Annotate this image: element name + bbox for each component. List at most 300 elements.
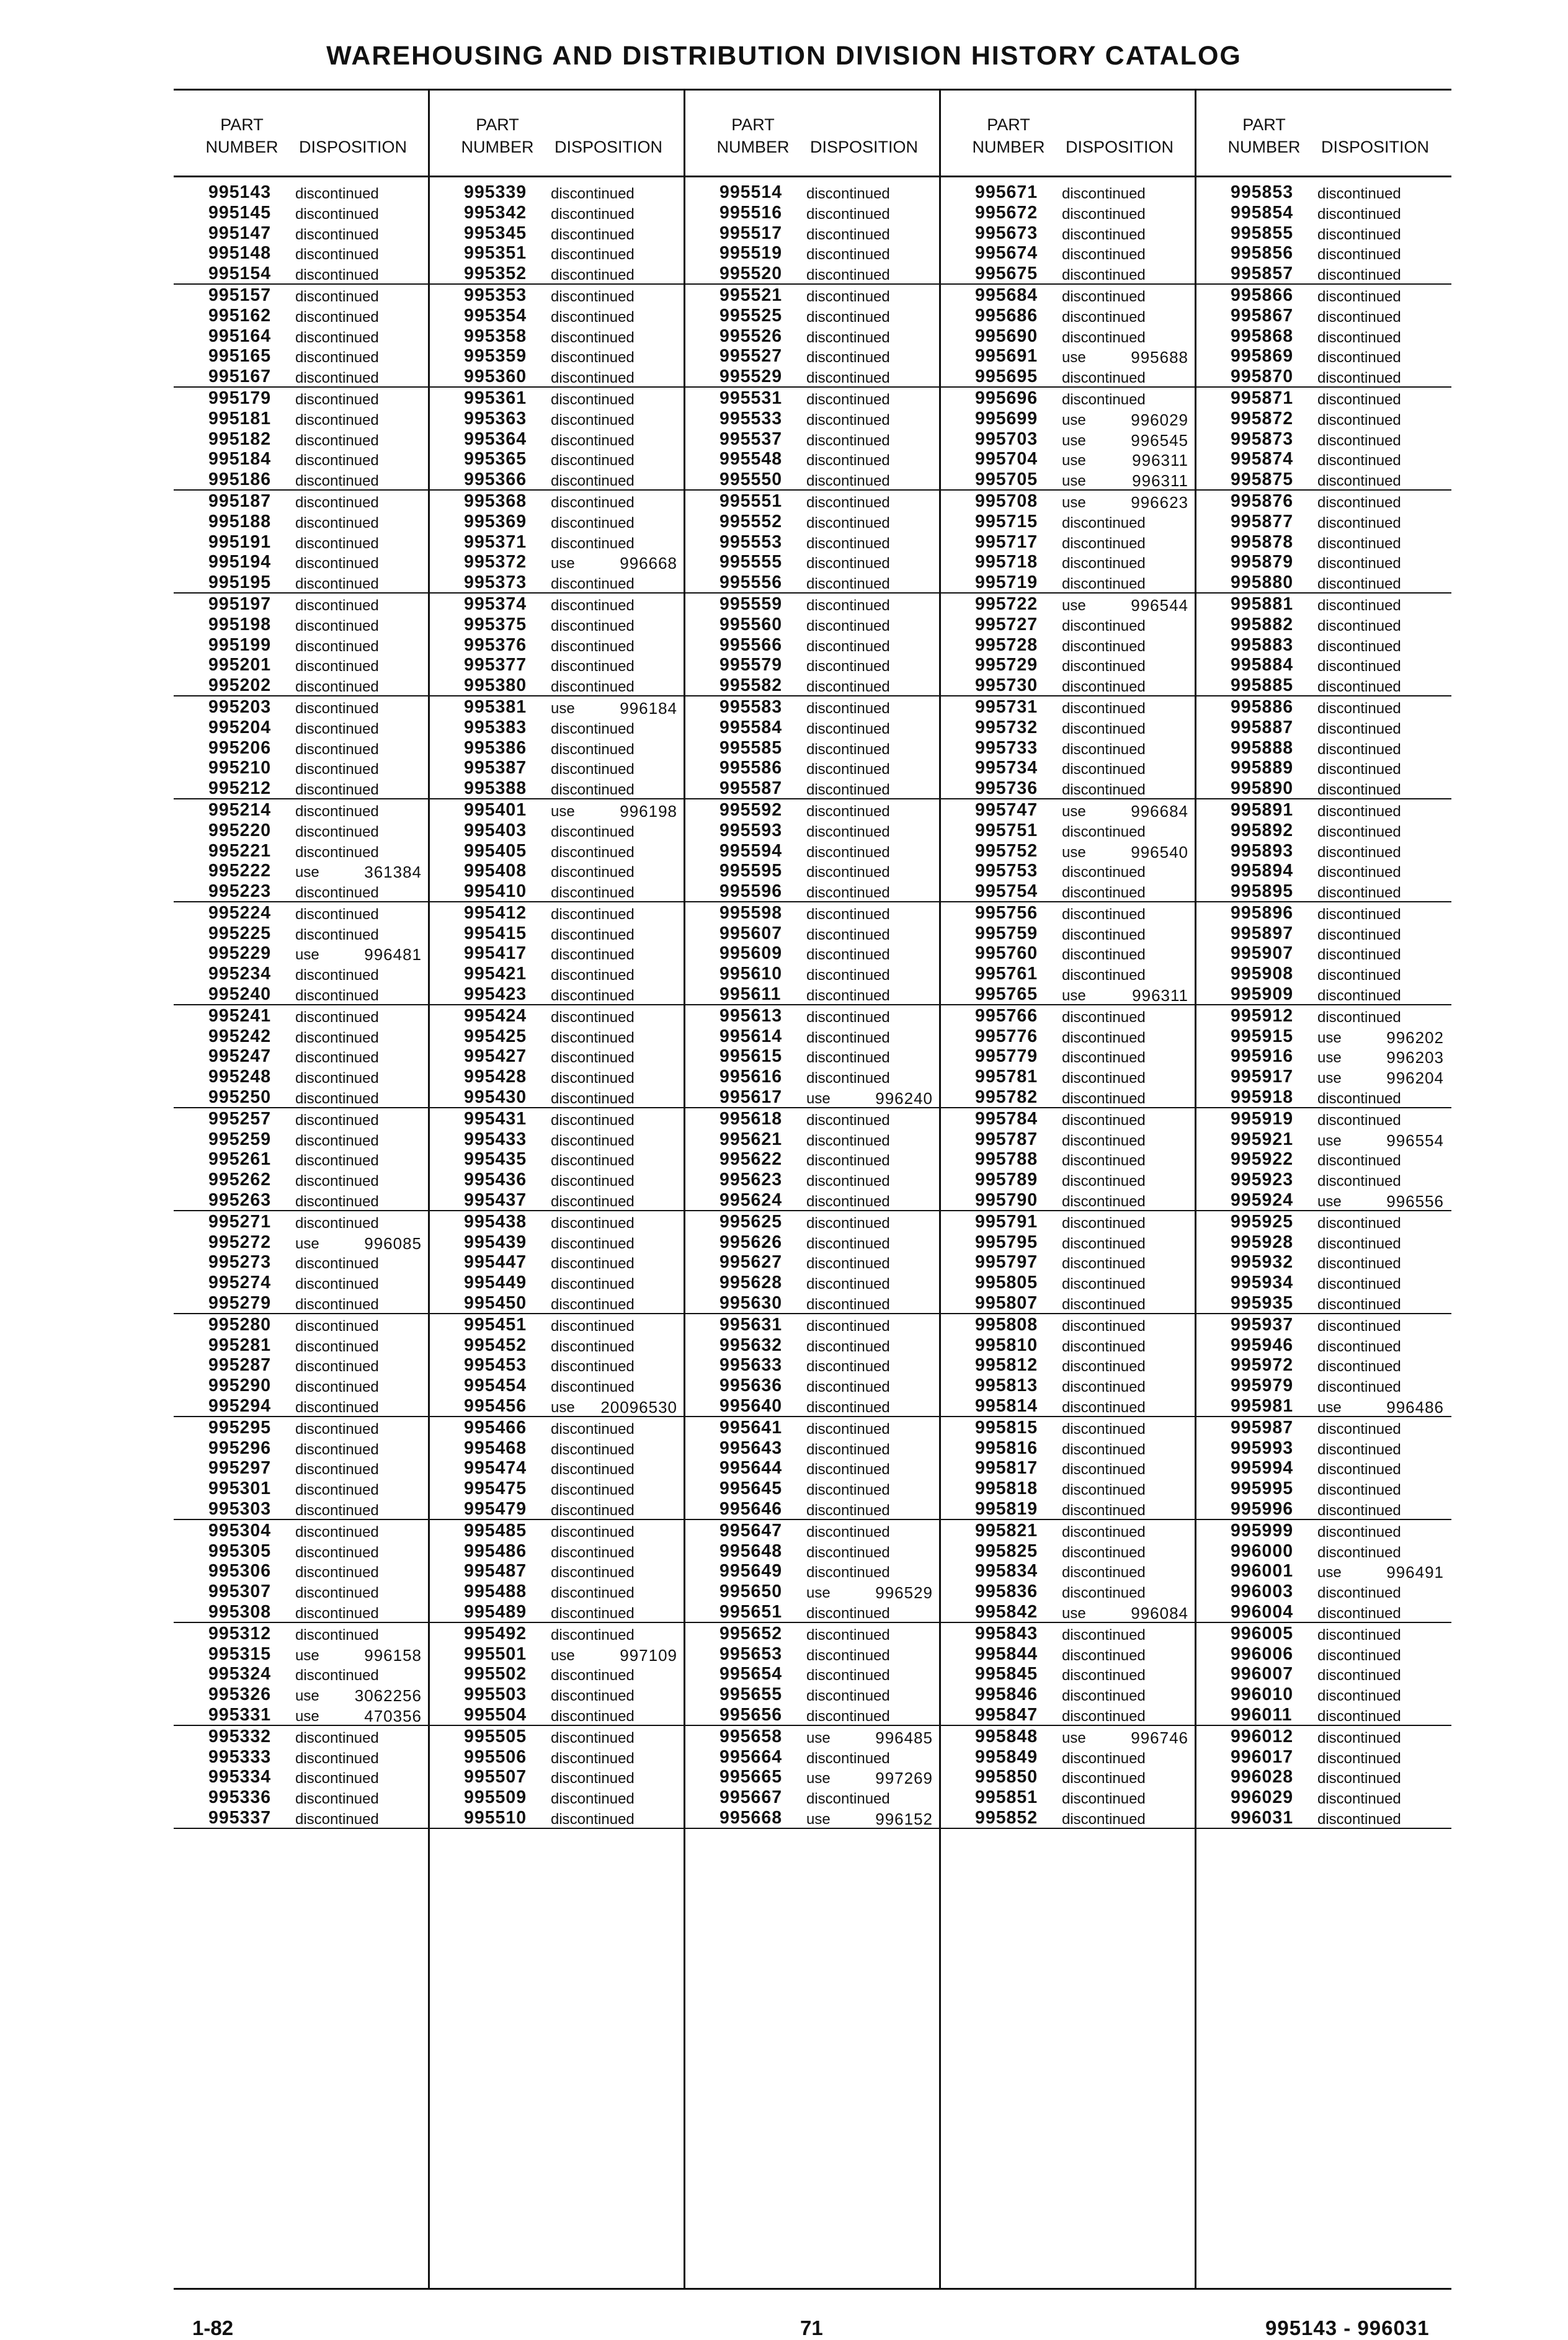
disposition: discontinued bbox=[806, 576, 890, 593]
table-row bbox=[174, 1457, 429, 1478]
table-row bbox=[429, 242, 685, 263]
part-number: 995248 bbox=[208, 1067, 272, 1087]
disposition: discontinued bbox=[1317, 1111, 1401, 1129]
table-row bbox=[174, 491, 429, 511]
table-row bbox=[174, 388, 429, 408]
disposition: discontinued bbox=[551, 205, 635, 223]
part-number: 995627 bbox=[719, 1252, 783, 1273]
disposition: use bbox=[1062, 843, 1086, 861]
disposition: discontinued bbox=[551, 864, 635, 881]
disposition: use bbox=[295, 864, 319, 881]
table-row bbox=[685, 1066, 940, 1087]
table-row bbox=[685, 1108, 940, 1129]
table-row bbox=[940, 285, 1196, 305]
table-row bbox=[429, 1272, 685, 1292]
part-number: 995492 bbox=[464, 1623, 527, 1644]
table-row bbox=[685, 737, 940, 758]
disposition: discontinued bbox=[1062, 1132, 1146, 1149]
part-number: 995358 bbox=[464, 326, 527, 346]
disposition: discontinued bbox=[551, 1810, 635, 1828]
disposition: discontinued bbox=[551, 946, 635, 964]
part-number: 996010 bbox=[1231, 1684, 1294, 1705]
disposition: use bbox=[295, 1707, 319, 1725]
disposition: discontinued bbox=[1317, 205, 1401, 223]
table-row bbox=[429, 1560, 685, 1581]
table-row bbox=[1196, 923, 1451, 943]
part-number: 995728 bbox=[975, 634, 1038, 655]
disposition: discontinued bbox=[806, 267, 890, 284]
part-number: 995359 bbox=[464, 346, 527, 367]
table-row bbox=[685, 923, 940, 943]
part-number: 995753 bbox=[975, 861, 1038, 881]
table-row bbox=[940, 408, 1196, 429]
part-number: 995582 bbox=[719, 675, 783, 696]
part-number: 995731 bbox=[975, 696, 1038, 717]
table-row bbox=[174, 1746, 429, 1767]
part-number: 995221 bbox=[208, 840, 272, 861]
part-number: 995996 bbox=[1231, 1499, 1294, 1519]
disposition: discontinued bbox=[295, 1420, 379, 1438]
part-number: 995765 bbox=[975, 984, 1038, 1005]
replacement-part-number: 996203 bbox=[1386, 1048, 1444, 1067]
disposition: discontinued bbox=[806, 1420, 890, 1438]
table-row bbox=[940, 1787, 1196, 1807]
table-row bbox=[685, 778, 940, 799]
replacement-part-number: 996311 bbox=[1132, 471, 1188, 491]
table-row bbox=[174, 1438, 429, 1458]
table-row bbox=[685, 902, 940, 923]
part-number: 995410 bbox=[464, 881, 527, 902]
part-number: 995907 bbox=[1231, 943, 1294, 964]
disposition: discontinued bbox=[295, 1132, 379, 1149]
table-row bbox=[174, 511, 429, 532]
disposition: discontinued bbox=[806, 1214, 890, 1232]
part-number: 995616 bbox=[719, 1067, 783, 1087]
table-row bbox=[940, 1704, 1196, 1726]
disposition: discontinued bbox=[1317, 1008, 1401, 1026]
part-number: 995353 bbox=[464, 285, 527, 305]
part-number: 995843 bbox=[975, 1623, 1038, 1644]
disposition: discontinued bbox=[1062, 514, 1146, 532]
table-row bbox=[1196, 448, 1451, 469]
part-number: 995336 bbox=[208, 1787, 272, 1808]
disposition: discontinued bbox=[806, 555, 890, 572]
table-row bbox=[1196, 1417, 1451, 1438]
disposition: use bbox=[1062, 1604, 1086, 1622]
disposition: use bbox=[806, 1585, 831, 1602]
catalog-column-1 bbox=[174, 89, 429, 2290]
table-row bbox=[429, 1541, 685, 1561]
disposition: discontinued bbox=[1062, 370, 1146, 387]
disposition: discontinued bbox=[295, 1770, 379, 1787]
replacement-part-number: 996544 bbox=[1131, 595, 1188, 615]
part-number: 995867 bbox=[1231, 305, 1294, 326]
table-row bbox=[1196, 860, 1451, 881]
part-number: 995425 bbox=[464, 1026, 527, 1046]
disposition: discontinued bbox=[1062, 1544, 1146, 1561]
part-number: 995502 bbox=[464, 1664, 527, 1684]
part-number: 995754 bbox=[975, 881, 1038, 902]
disposition: discontinued bbox=[806, 452, 890, 469]
disposition: discontinued bbox=[551, 452, 635, 469]
column-rows bbox=[940, 182, 1196, 1829]
disposition: discontinued bbox=[551, 1338, 635, 1355]
table-row bbox=[429, 902, 685, 923]
disposition: discontinued bbox=[1317, 1604, 1401, 1622]
table-row bbox=[940, 1478, 1196, 1498]
table-row bbox=[940, 1746, 1196, 1767]
part-number: 995625 bbox=[719, 1211, 783, 1232]
part-number: 995387 bbox=[464, 758, 527, 778]
column-header bbox=[174, 113, 429, 176]
part-number: 995675 bbox=[975, 264, 1038, 284]
part-number: 995909 bbox=[1231, 984, 1294, 1005]
part-number: 995376 bbox=[464, 634, 527, 655]
table-row bbox=[429, 511, 685, 532]
disposition: use bbox=[551, 1399, 575, 1417]
part-number: 996003 bbox=[1231, 1582, 1294, 1602]
table-row bbox=[429, 757, 685, 778]
disposition: discontinued bbox=[551, 926, 635, 943]
part-number: 995981 bbox=[1231, 1396, 1294, 1417]
table-row bbox=[174, 1314, 429, 1335]
table-row bbox=[174, 1046, 429, 1066]
disposition: discontinued bbox=[295, 1173, 379, 1190]
part-number: 995345 bbox=[464, 223, 527, 243]
replacement-part-number: 996556 bbox=[1386, 1192, 1444, 1211]
disposition: discontinued bbox=[1317, 823, 1401, 840]
part-number: 995641 bbox=[719, 1417, 783, 1438]
table-row bbox=[940, 984, 1196, 1005]
table-row bbox=[429, 1066, 685, 1087]
table-row bbox=[429, 572, 685, 594]
table-row bbox=[429, 1498, 685, 1520]
part-number: 995821 bbox=[975, 1520, 1038, 1541]
part-number: 995375 bbox=[464, 614, 527, 634]
disposition: discontinued bbox=[806, 1338, 890, 1355]
table-row bbox=[685, 1046, 940, 1066]
table-row bbox=[174, 881, 429, 902]
disposition: discontinued bbox=[1317, 741, 1401, 758]
catalog-table bbox=[174, 89, 1451, 2290]
table-row bbox=[940, 696, 1196, 717]
disposition: use bbox=[1062, 597, 1086, 614]
table-row bbox=[940, 820, 1196, 840]
part-number: 995199 bbox=[208, 634, 272, 655]
disposition: discontinued bbox=[295, 576, 379, 593]
table-row bbox=[685, 1129, 940, 1149]
table-row bbox=[429, 654, 685, 675]
part-number: 995766 bbox=[975, 1005, 1038, 1026]
disposition: discontinued bbox=[806, 1523, 890, 1541]
disposition: discontinued bbox=[806, 185, 890, 202]
column-header bbox=[940, 113, 1196, 176]
table-row bbox=[429, 1232, 685, 1252]
disposition: discontinued bbox=[806, 514, 890, 532]
table-row bbox=[1196, 1190, 1451, 1211]
table-row bbox=[685, 594, 940, 614]
table-row bbox=[174, 778, 429, 799]
disposition: discontinued bbox=[551, 1770, 635, 1787]
part-number: 995812 bbox=[975, 1355, 1038, 1376]
table-row bbox=[685, 1498, 940, 1520]
disposition: discontinued bbox=[1062, 1193, 1146, 1211]
disposition: discontinued bbox=[551, 1173, 635, 1190]
table-row bbox=[174, 902, 429, 923]
table-row bbox=[940, 1541, 1196, 1561]
disposition: discontinued bbox=[1062, 185, 1146, 202]
table-row bbox=[685, 1623, 940, 1644]
part-number: 995294 bbox=[208, 1396, 272, 1417]
part-number: 995250 bbox=[208, 1087, 272, 1108]
table-row bbox=[1196, 696, 1451, 717]
disposition: discontinued bbox=[295, 1090, 379, 1108]
disposition: discontinued bbox=[806, 1379, 890, 1396]
disposition: use bbox=[1317, 1132, 1342, 1149]
table-row bbox=[429, 1457, 685, 1478]
table-row bbox=[685, 1581, 940, 1601]
replacement-part-number: 996668 bbox=[620, 554, 677, 573]
part-number: 995722 bbox=[975, 594, 1038, 614]
part-number: 995281 bbox=[208, 1335, 272, 1355]
disposition: discontinued bbox=[1317, 781, 1401, 799]
part-number: 995533 bbox=[719, 408, 783, 429]
part-number: 995645 bbox=[719, 1479, 783, 1499]
disposition: discontinued bbox=[1062, 946, 1146, 964]
part-number: 995386 bbox=[464, 737, 527, 758]
disposition: discontinued bbox=[1317, 1317, 1401, 1335]
table-row bbox=[940, 1232, 1196, 1252]
disposition: discontinued bbox=[1062, 967, 1146, 984]
part-number: 995882 bbox=[1231, 614, 1294, 634]
replacement-part-number: 996529 bbox=[875, 1583, 933, 1603]
table-row bbox=[940, 1520, 1196, 1541]
part-number: 995383 bbox=[464, 717, 527, 737]
part-number: 995883 bbox=[1231, 634, 1294, 655]
disposition: discontinued bbox=[551, 720, 635, 737]
disposition: discontinued bbox=[1317, 597, 1401, 614]
part-number: 995412 bbox=[464, 902, 527, 923]
table-row bbox=[685, 840, 940, 861]
disposition: discontinued bbox=[806, 1173, 890, 1190]
table-row bbox=[429, 491, 685, 511]
table-row bbox=[940, 881, 1196, 902]
disposition: discontinued bbox=[1317, 370, 1401, 387]
part-number: 996011 bbox=[1231, 1704, 1293, 1725]
disposition: discontinued bbox=[1062, 864, 1146, 881]
table-row bbox=[1196, 654, 1451, 675]
table-row bbox=[685, 263, 940, 285]
table-row bbox=[429, 202, 685, 223]
part-number: 995618 bbox=[719, 1108, 783, 1129]
table-row bbox=[940, 860, 1196, 881]
disposition: discontinued bbox=[295, 678, 379, 696]
table-row bbox=[1196, 1726, 1451, 1746]
disposition: discontinued bbox=[551, 617, 635, 634]
part-number: 995870 bbox=[1231, 367, 1294, 387]
table-row bbox=[685, 943, 940, 963]
disposition: discontinued bbox=[806, 391, 890, 408]
part-number: 995932 bbox=[1231, 1252, 1294, 1273]
disposition: discontinued bbox=[1062, 1667, 1146, 1684]
disposition: discontinued bbox=[1317, 329, 1401, 346]
part-number: 995696 bbox=[975, 388, 1038, 408]
part-number: 995846 bbox=[975, 1684, 1038, 1705]
table-row bbox=[685, 1190, 940, 1211]
disposition: discontinued bbox=[806, 1070, 890, 1087]
disposition: discontinued bbox=[295, 1810, 379, 1828]
part-number: 995813 bbox=[975, 1376, 1038, 1396]
part-number: 995614 bbox=[719, 1026, 783, 1046]
table-row bbox=[174, 1066, 429, 1087]
part-number: 995273 bbox=[208, 1252, 272, 1273]
part-number: 995847 bbox=[975, 1704, 1038, 1725]
part-number: 995897 bbox=[1231, 923, 1294, 943]
table-row bbox=[940, 675, 1196, 696]
part-number: 995871 bbox=[1231, 388, 1294, 408]
disposition: discontinued bbox=[551, 1626, 635, 1644]
part-number: 995626 bbox=[719, 1232, 783, 1252]
part-number-header: PART NUMBER bbox=[461, 115, 534, 156]
table-row bbox=[940, 1211, 1196, 1232]
disposition: discontinued bbox=[1317, 494, 1401, 511]
part-number: 995167 bbox=[208, 367, 272, 387]
part-number: 995257 bbox=[208, 1108, 272, 1129]
table-row bbox=[174, 1087, 429, 1108]
disposition: discontinued bbox=[295, 741, 379, 758]
part-number: 995488 bbox=[464, 1582, 527, 1602]
disposition: discontinued bbox=[1062, 617, 1146, 634]
disposition: discontinued bbox=[1062, 1564, 1146, 1582]
part-number: 995552 bbox=[719, 511, 783, 532]
table-row bbox=[1196, 1704, 1451, 1726]
disposition: discontinued bbox=[295, 329, 379, 346]
table-row bbox=[940, 1355, 1196, 1375]
table-row bbox=[1196, 717, 1451, 737]
part-number: 995548 bbox=[719, 449, 783, 469]
disposition-header: DISPOSITION bbox=[1321, 138, 1430, 156]
table-row bbox=[685, 388, 940, 408]
part-number: 995474 bbox=[464, 1458, 527, 1479]
table-row bbox=[685, 1787, 940, 1807]
table-row bbox=[685, 1520, 940, 1541]
table-row bbox=[1196, 1498, 1451, 1520]
table-row bbox=[940, 1026, 1196, 1046]
disposition: discontinued bbox=[1062, 391, 1146, 408]
part-number: 995510 bbox=[464, 1807, 527, 1828]
table-row bbox=[685, 1395, 940, 1417]
part-number: 996000 bbox=[1231, 1541, 1294, 1561]
disposition: discontinued bbox=[806, 1688, 890, 1705]
disposition: discontinued bbox=[295, 1461, 379, 1479]
disposition: discontinued bbox=[551, 1255, 635, 1273]
disposition: discontinued bbox=[1062, 1008, 1146, 1026]
table-row bbox=[685, 1149, 940, 1169]
part-number: 995993 bbox=[1231, 1438, 1294, 1458]
table-row bbox=[1196, 388, 1451, 408]
part-number: 995880 bbox=[1231, 572, 1294, 593]
part-number: 995195 bbox=[208, 572, 272, 593]
part-number-header: PART NUMBER bbox=[1227, 115, 1301, 156]
part-number: 995946 bbox=[1231, 1335, 1294, 1355]
table-row bbox=[685, 532, 940, 552]
part-number: 995607 bbox=[719, 923, 783, 943]
part-number: 995732 bbox=[975, 717, 1038, 737]
part-number: 995154 bbox=[208, 264, 272, 284]
disposition: discontinued bbox=[1317, 1750, 1401, 1767]
disposition: discontinued bbox=[295, 1585, 379, 1602]
table-row bbox=[940, 1129, 1196, 1149]
table-row bbox=[1196, 1005, 1451, 1026]
part-number: 995201 bbox=[208, 655, 272, 675]
table-row bbox=[429, 1807, 685, 1829]
table-row bbox=[429, 263, 685, 285]
disposition: discontinued bbox=[806, 1029, 890, 1046]
part-number: 995674 bbox=[975, 243, 1038, 264]
disposition: discontinued bbox=[1317, 432, 1401, 449]
table-row bbox=[940, 1149, 1196, 1169]
footer-range: 995143 - 996031 bbox=[1265, 2316, 1430, 2339]
table-row bbox=[940, 1375, 1196, 1395]
disposition: discontinued bbox=[551, 1029, 635, 1046]
disposition: discontinued bbox=[806, 1235, 890, 1252]
table-row bbox=[1196, 345, 1451, 366]
table-row bbox=[685, 469, 940, 491]
part-number: 995507 bbox=[464, 1767, 527, 1787]
table-row bbox=[174, 943, 429, 963]
part-number: 995611 bbox=[719, 984, 782, 1005]
table-row bbox=[174, 1026, 429, 1046]
disposition: discontinued bbox=[551, 843, 635, 861]
disposition: discontinued bbox=[806, 1482, 890, 1499]
disposition: discontinued bbox=[551, 1235, 635, 1252]
part-number: 995705 bbox=[975, 469, 1038, 490]
disposition: discontinued bbox=[806, 926, 890, 943]
part-number: 995308 bbox=[208, 1601, 272, 1622]
table-row bbox=[429, 429, 685, 449]
table-row bbox=[174, 1684, 429, 1704]
disposition: discontinued bbox=[295, 967, 379, 984]
part-number: 995814 bbox=[975, 1396, 1038, 1417]
disposition: discontinued bbox=[806, 1399, 890, 1417]
disposition: use bbox=[806, 1810, 831, 1828]
table-row bbox=[940, 943, 1196, 963]
part-number: 995733 bbox=[975, 737, 1038, 758]
table-row bbox=[174, 757, 429, 778]
disposition: discontinued bbox=[806, 823, 890, 840]
part-number: 995893 bbox=[1231, 840, 1294, 861]
part-number: 995934 bbox=[1231, 1273, 1294, 1293]
disposition: discontinued bbox=[1062, 1482, 1146, 1499]
part-number: 995274 bbox=[208, 1273, 272, 1293]
part-number: 995551 bbox=[719, 491, 783, 511]
disposition: discontinued bbox=[1317, 1461, 1401, 1479]
part-number: 995262 bbox=[208, 1170, 272, 1190]
disposition: discontinued bbox=[295, 1750, 379, 1767]
part-number: 995366 bbox=[464, 469, 527, 490]
disposition: use bbox=[295, 1688, 319, 1705]
disposition: discontinued bbox=[1317, 720, 1401, 737]
column-header bbox=[1196, 113, 1451, 176]
part-number: 995368 bbox=[464, 491, 527, 511]
table-row bbox=[685, 1355, 940, 1375]
disposition: discontinued bbox=[295, 473, 379, 490]
table-row bbox=[174, 1644, 429, 1664]
disposition: discontinued bbox=[806, 1502, 890, 1519]
disposition: discontinued bbox=[551, 1152, 635, 1170]
disposition: discontinued bbox=[1062, 205, 1146, 223]
disposition: discontinued bbox=[806, 1626, 890, 1644]
